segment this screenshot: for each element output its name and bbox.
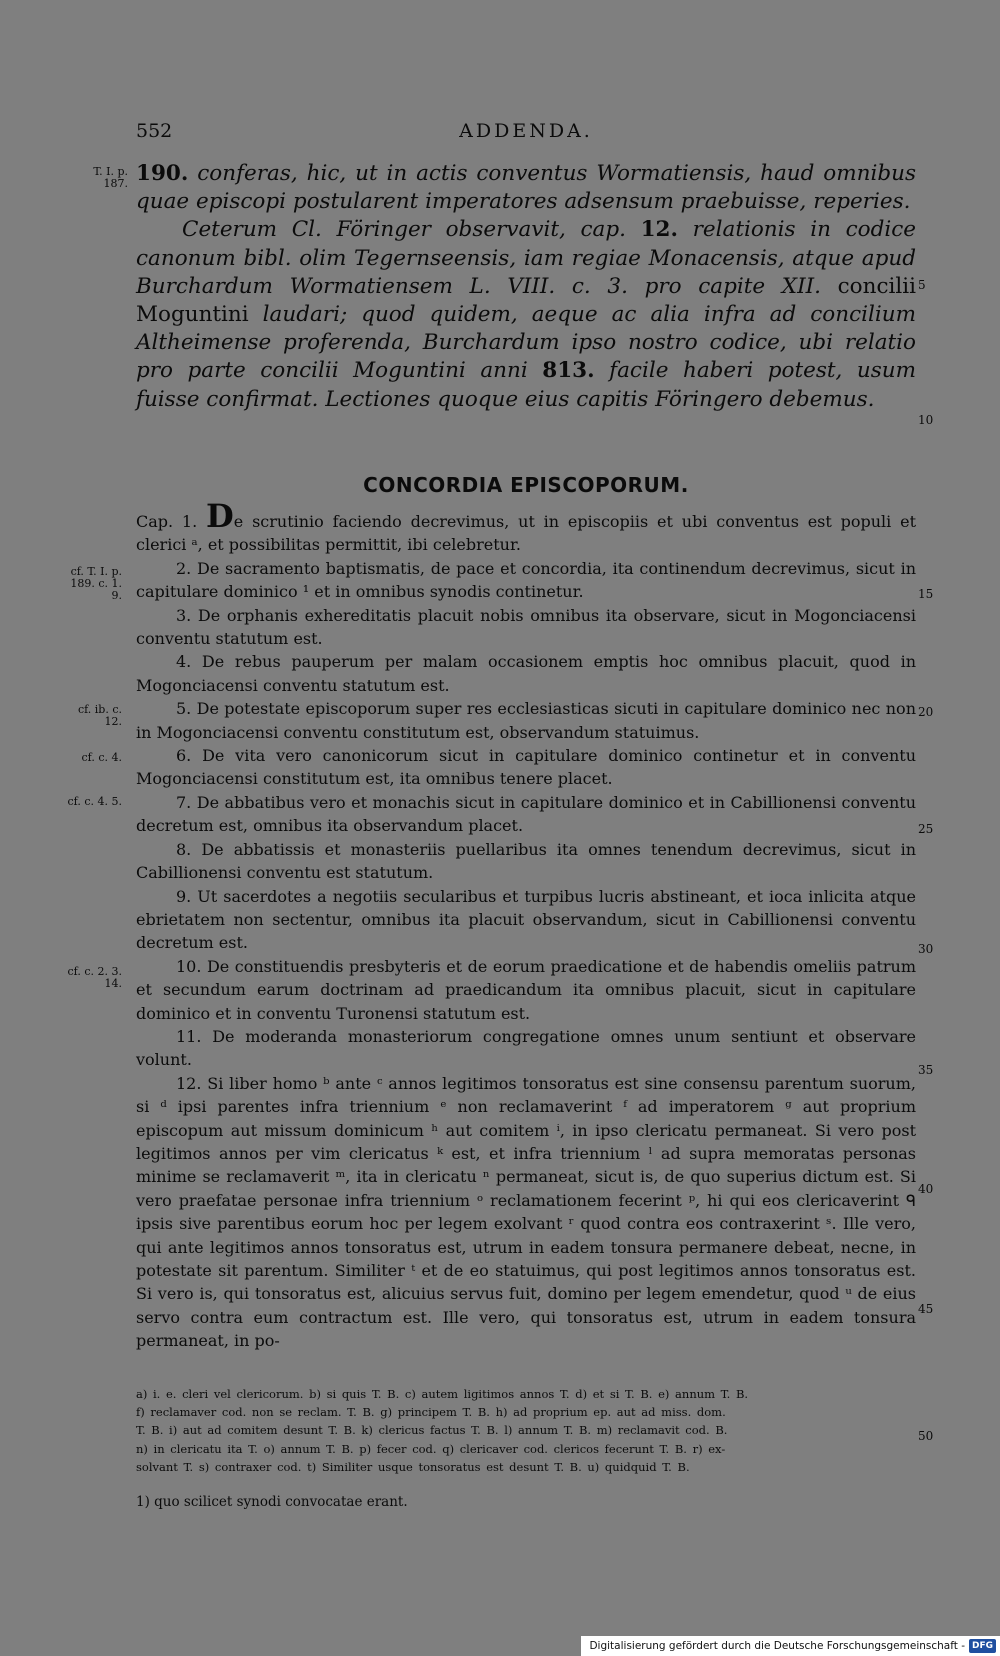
line-number: 45 <box>918 1302 934 1316</box>
chapter-2: 2. De sacramento baptismatis, de pace et concordia, ita continendum decrevimus, sicut in capitulare dominico ¹ et in omnibus synodis continetur. <box>136 558 916 602</box>
credit-text: Digitalisierung gefördert durch die Deutsche Forschungsgemeinschaft - <box>589 1640 965 1652</box>
page-header <box>136 120 916 150</box>
margin-note-cap7: cf. c. 4. 5. <box>67 795 122 808</box>
section-heading: CONCORDIA EPISCOPORUM. <box>363 473 689 497</box>
line-number: 25 <box>918 822 934 836</box>
chapter-8: 8. De abbatissis et monasteriis puellaribus ita omnes tenendum decrevimus, sicut in Cabillionensi conventu est statutum. <box>136 839 916 883</box>
margin-note-intro: T. I. p. 187. <box>93 165 128 190</box>
intro-text-1: conferas, hic, ut in actis conventus Wormatiensis, haud omnibus quae episcopi postularent imperatores adsensum praebuisse, reperies. <box>136 161 916 215</box>
line-number: 5 <box>918 278 926 292</box>
margin-note-cap6: cf. c. 4. <box>81 751 122 764</box>
chapter-10: 10. De constituendis presbyteris et de eorum praedicatione et de habendis omeliis patrum et secundum earum doctrinam ad praedicandum ita omnibus placuit, sicut in capitulare dominico et in conventu Turonensi statutum est. <box>136 956 916 1023</box>
margin-note-cap10: cf. c. 2. 3. 14. <box>67 965 122 990</box>
chapter-1-initial: D <box>206 497 234 535</box>
intro-text-2d: facile haberi potest, usum fuisse confirmat. Lectiones quoque eius capitis Föringero debemus. <box>136 358 917 412</box>
line-number: 50 <box>918 1429 934 1443</box>
chapter-3: 3. De orphanis exhereditatis placuit nobis omnibus ita observare, sicut in Mogonciacensi conventu statutum est. <box>136 605 916 649</box>
intro-section <box>136 160 916 414</box>
line-number: 40 <box>918 1182 934 1196</box>
intro-text-upright: concilii Moguntini <box>136 273 916 328</box>
margin-note-cap2: cf. T. I. p. 189. c. 1. 9. <box>70 565 122 602</box>
intro-text-2a: Ceterum Cl. Föringer observavit, cap. <box>182 217 626 243</box>
chapter-1 <box>136 497 917 557</box>
margin-note-cap5: cf. ib. c. 12. <box>77 703 122 728</box>
footnote-line: n) in clericatu ita T. o) annum T. B. p) fecer cod. q) clericaver cod. clericos fecerunt T. B. r) ex- <box>136 1441 726 1456</box>
footnotes <box>136 1385 916 1476</box>
chapter-11: 11. De moderanda monasteriorum congregatione omnes unum sentiunt et observare volunt. <box>136 1026 916 1070</box>
footnote-line: solvant T. s) contraxer cod. t) Similiter usque tonsoratus est desunt T. B. u) quidquid T. B. <box>136 1459 690 1474</box>
chapter-4: 4. De rebus pauperum per malam occasionem emptis hoc omnibus placuit, quod in Mogonciacensi conventu statutum est. <box>136 652 916 695</box>
footnote-line: f) reclamaver cod. non se reclam. T. B. g) principem T. B. h) ad proprium ep. aut ad miss. dom. <box>136 1405 726 1420</box>
running-title: ADDENDA. <box>459 120 593 142</box>
line-number: 30 <box>918 942 934 956</box>
intro-paragraph-1 <box>136 160 916 216</box>
chapters <box>136 497 917 1353</box>
chapter-5: 5. De potestate episcoporum super res ecclesiasticas sicuti in capitulare dominico nec non in Mogonciacensi conventu constitutum est, observandum statuimus. <box>136 699 916 742</box>
chapter-6: 6. De vita vero canonicorum sicut in capitulare dominico continetur et in conventu Mogonciacensi constitutum est, ita omnibus tenere placet. <box>136 746 916 789</box>
line-number: 35 <box>918 1063 934 1077</box>
footnote-line: a) i. e. cleri vel clericorum. b) si quis T. B. c) autem ligitimos annos T. d) et si T. B. e) annum T. B. <box>136 1387 749 1401</box>
intro-num-813: 813. <box>542 358 595 384</box>
chapter-12: 12. Si liber homo ᵇ ante ᶜ annos legitimos tonsoratus est sine consensu parentum suorum, si ᵈ ipsi parentes infra triennium ᵉ non reclamaverint ᶠ ad imperatorem ᵍ aut proprium episcopum aut missum dominicum ʰ aut comitem ⁱ, in ipso clericatu permaneat. Si vero post legitimos annos per vim clericatus ᵏ est, et infra triennium ˡ ad supra memoratas personas minime se reclamaverit ᵐ, ita in clericatu ⁿ permaneat, sicut is, de quo superius dictum est. Si vero praefatae personae infra triennium ᵒ reclamationem fecerint ᵖ, hi qui eos clericaverint ᑫ ipsis sive parentibus eorum hoc per legem exolvant ʳ quod contra eos contraxerint ˢ. Ille vero, qui ante legitimos annos tonsoratus est, utrum in eadem tonsura permanere debeat, necne, in potestate sit parentum. Similiter ᵗ et de eo statuimus, qui post legitimos annos tonsoratus est. Si vero is, qui tonsoratus est, alicuius servus fuit, domino per legem emendetur, quod ᵘ de eius servo contra eum contractum est. Ille vero, qui tonsoratus est, utrum in eadem tonsura permaneat, in po- <box>136 1073 916 1351</box>
intro-num-12: 12. <box>640 217 678 243</box>
chapter-1-label: Cap. 1. <box>136 512 198 531</box>
line-number: 15 <box>918 587 934 601</box>
credit-bar <box>581 1636 1000 1656</box>
line-number: 20 <box>918 705 934 719</box>
intro-paragraph-2 <box>136 216 916 413</box>
footnote-line: T. B. i) aut ad comitem desunt T. B. k) clericus factus T. B. l) annum T. B. m) reclamavit cod. B. <box>136 1423 728 1438</box>
dfg-logo-icon: DFG <box>969 1639 996 1653</box>
intro-number: 190. <box>136 161 189 186</box>
intro-text-2b: relationis in codice canonum bibl. olim Tegernseensis, iam regiae Monacensis, atque apud Burchardum Wormatiensem L. VIII. c. 3. pro capite XII. <box>136 217 916 299</box>
bottom-note: 1) quo scilicet synodi convocatae erant. <box>136 1494 408 1510</box>
line-number: 10 <box>918 413 934 427</box>
chapter-9: 9. Ut sacerdotes a negotiis secularibus et turpibus lucris abstineant, et ioca inlicita atque ebrietatem non sectentur, omnibus ita placuit observandum, sicut in Cabillionensi conventu decretum est. <box>136 886 916 953</box>
intro-text-2c: laudari; quod quidem, aeque ac alia infra ad concilium Altheimense proferenda, Burchardum ipso nostro codice, ubi relatio pro parte concilii Moguntini anni <box>136 302 916 384</box>
chapter-7: 7. De abbatibus vero et monachis sicut in capitulare dominico et in Cabillionensi conventu decretum est, omnibus ita observandum placet. <box>136 792 916 836</box>
page-number: 552 <box>136 120 173 142</box>
chapter-1-text: e scrutinio faciendo decrevimus, ut in episcopiis et ubi conventus est populi et clerici ᵃ, et possibilitas permittit, ibi celebretur. <box>136 512 917 555</box>
